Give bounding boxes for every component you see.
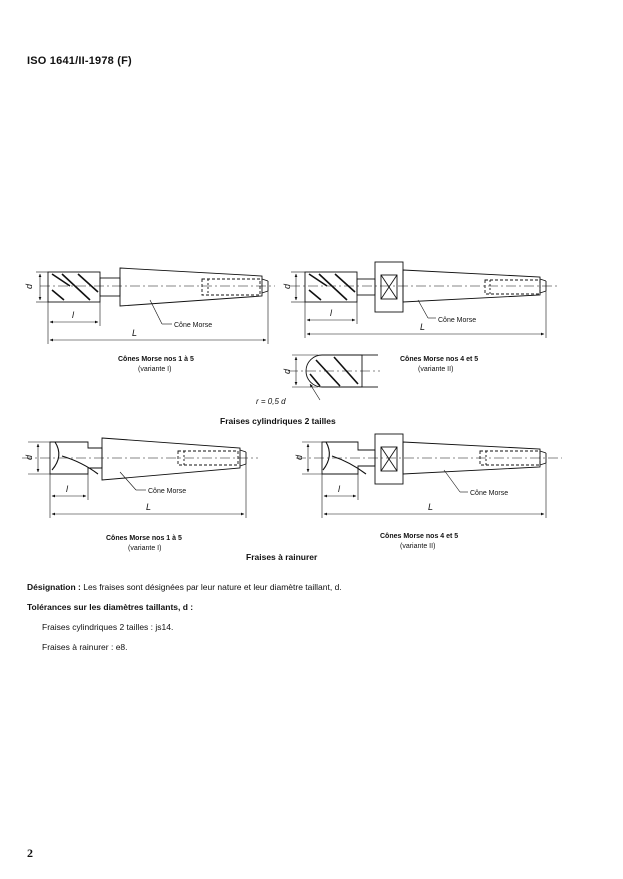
drawing-radius-detail <box>288 355 380 400</box>
dim-label-L: L <box>132 328 138 338</box>
drawing-slot-variant-1 <box>22 438 258 518</box>
section-title-cylindrical: Fraises cylindriques 2 tailles <box>220 416 336 426</box>
variant-cylindrical-right: (variante II) <box>418 366 454 373</box>
designation-body: Les fraises sont désignées par leur nature et leur diamètre taillant, d. <box>83 582 342 592</box>
dim-label-l: l <box>72 310 74 320</box>
dim-label-d: d <box>282 368 292 374</box>
page-number: 2 <box>27 846 33 860</box>
callout-cone: Cône Morse <box>470 490 509 497</box>
caption-cylindrical-left: Cônes Morse nos 1 à 5 <box>118 356 194 363</box>
dim-label-d: d <box>24 454 34 460</box>
dim-label-d: d <box>282 283 292 289</box>
dim-label-L: L <box>146 502 152 512</box>
dim-label-L: L <box>420 322 426 332</box>
tolerances-heading: Tolérances sur les diamètres taillants, d : <box>27 602 194 612</box>
dim-label-l: l <box>66 484 68 494</box>
dim-label-l: l <box>330 308 332 318</box>
tolerance-cylindrical: Fraises cylindriques 2 tailles : js14. <box>42 622 174 632</box>
dim-label-d: d <box>294 454 304 460</box>
dim-label-l: l <box>338 484 340 494</box>
designation-label: Désignation : <box>27 582 81 592</box>
variant-cylindrical-left: (variante I) <box>138 366 172 373</box>
variant-slot-left: (variante I) <box>128 545 162 552</box>
callout-cone: Cône Morse <box>174 322 213 329</box>
dim-label-L: L <box>428 502 434 512</box>
variant-slot-right: (variante II) <box>400 543 436 550</box>
caption-cylindrical-right: Cônes Morse nos 4 et 5 <box>400 356 479 363</box>
section-title-slot: Fraises à rainurer <box>246 552 318 562</box>
caption-slot-left: Cônes Morse nos 1 à 5 <box>106 535 182 542</box>
standard-header: ISO 1641/II-1978 (F) <box>27 55 132 67</box>
callout-cone: Cône Morse <box>148 488 187 495</box>
dim-label-d: d <box>24 283 34 289</box>
tolerance-slot: Fraises à rainurer : e8. <box>42 642 128 652</box>
callout-radius: r = 0,5 d <box>256 397 286 406</box>
drawing-cylindrical-variant-1 <box>36 268 275 344</box>
caption-slot-right: Cônes Morse nos 4 et 5 <box>380 533 459 540</box>
callout-cone: Cône Morse <box>438 317 477 324</box>
designation-paragraph <box>27 582 342 592</box>
